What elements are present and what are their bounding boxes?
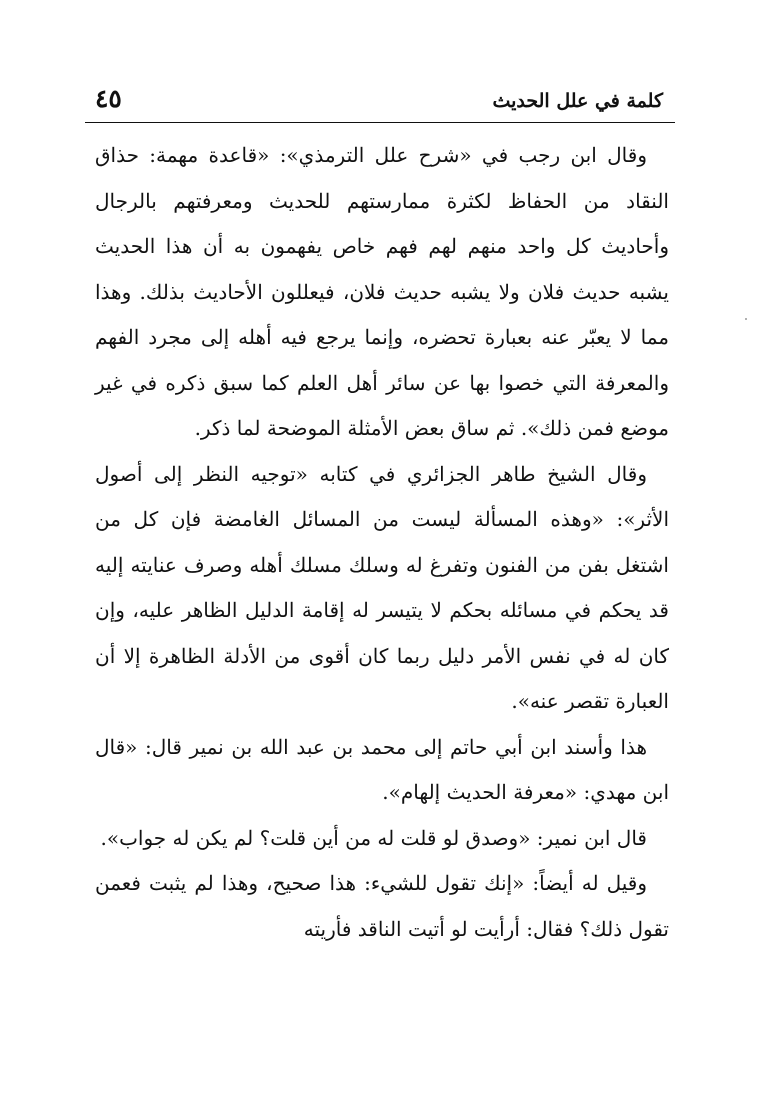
running-title: كلمة في علل الحديث [492, 90, 663, 112]
paragraph-ibn-abi-hatim: هذا وأسند ابن أبي حاتم إلى محمد بن عبد الله بن نمير قال: «قال ابن مهدي: «معرفة الحديث إلهام». [95, 734, 669, 804]
paragraph-qila-lahu: وقيل له أيضاً: «إنك تقول للشيء: هذا صحيح، وهذا لم يثبت فعمن تقول ذلك؟ فقال: أرأيت لو أتيت الناقد فأريته [95, 871, 669, 941]
main-text [95, 133, 669, 952]
page-number: ٤٥ [95, 84, 122, 113]
header-divider [85, 122, 675, 123]
paragraph-tahir-jazairi: وقال الشيخ طاهر الجزائري في كتابه «توجيه النظر إلى أصول الأثر»: «وهذه المسألة ليست من المسائل الغامضة فإن كل من اشتغل بفن من الفنون وتفرغ له وسلك مسلك أهله وصرف عنايته إليه قد يحكم في مسائله بحكم لا يتيسر له إقامة الدليل الظاهر عليه، وإن كان له في نفس الأمر دليل ربما كان أقوى من الأدلة الظاهرة إلا أن العبارة تقصر عنه». [95, 461, 669, 713]
paragraph-ibn-numayr: قال ابن نمير: «وصدق لو قلت له من أين قلت؟ لم يكن له جواب». [100, 825, 647, 850]
page-header [85, 84, 673, 118]
margin-mark [745, 318, 747, 320]
paragraph-ibn-rajab: وقال ابن رجب في «شرح علل الترمذي»: «قاعدة مهمة: حذاق النقاد من الحفاظ لكثرة ممارستهم للحديث ومعرفتهم بالرجال وأحاديث كل واحد منهم لهم فهم خاص يفهمون به أن هذا الحديث يشبه حديث فلان ولا يشبه حديث فلان، فيعللون الأحاديث بذلك. وهذا مما لا يعبّر عنه بعبارة تحضره، وإنما يرجع فيه أهله إلى مجرد الفهم والمعرفة التي خصوا بها عن سائر أهل العلم كما سبق ذكره في غير موضع فمن ذلك». ثم ساق بعض الأمثلة الموضحة لما ذكر. [95, 143, 669, 440]
